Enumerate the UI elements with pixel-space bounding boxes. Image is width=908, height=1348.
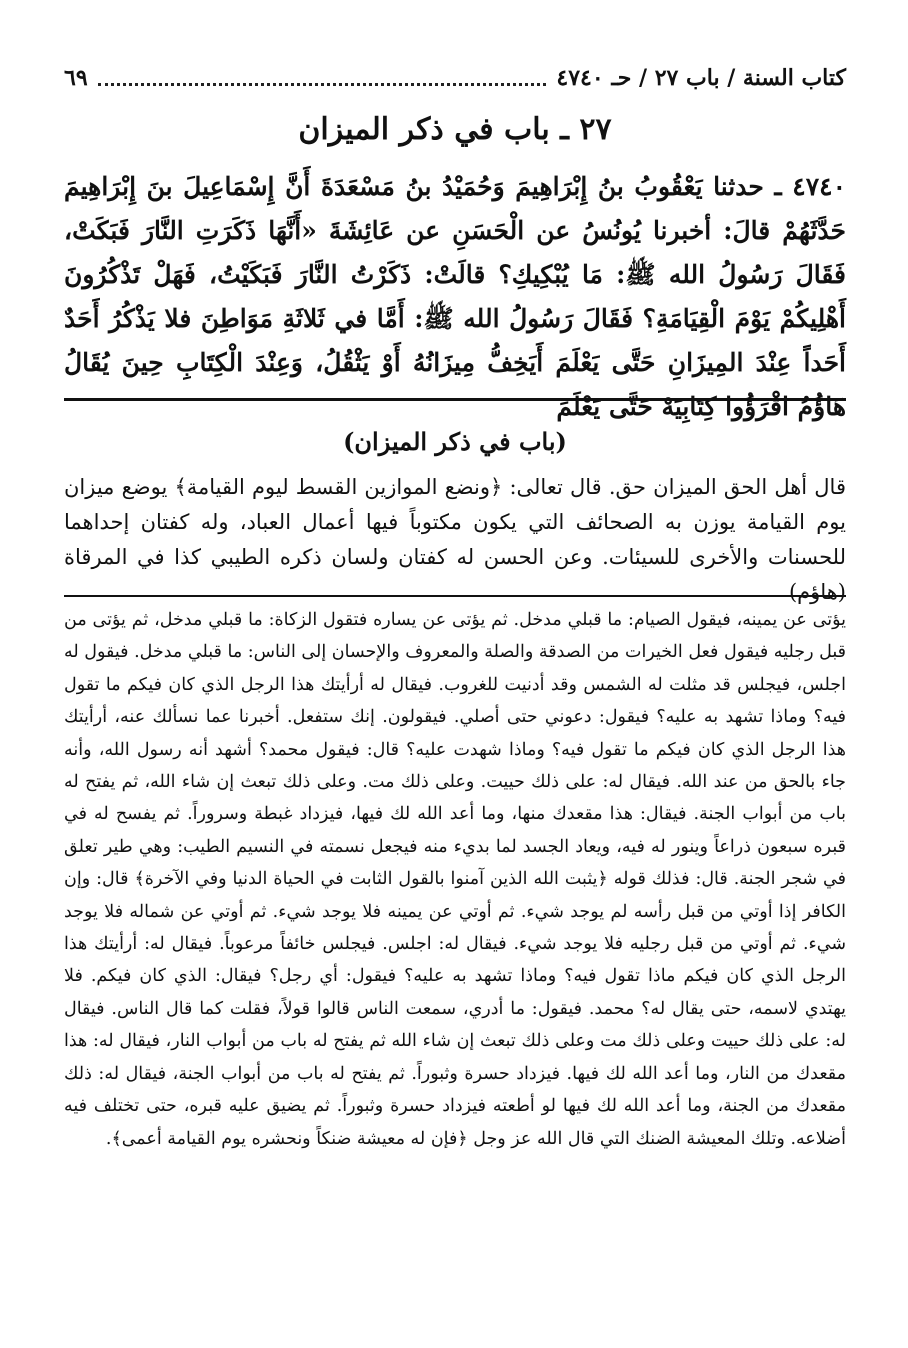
running-title: كتاب السنة / باب ٢٧ / حـ ٤٧٤٠ — [556, 65, 846, 91]
page-number: ٦٩ — [64, 65, 88, 91]
running-header — [64, 58, 846, 98]
dot-leader — [98, 83, 547, 86]
commentary-heading: (باب في ذكر الميزان) — [343, 427, 567, 456]
chapter-heading: ٢٧ ـ باب في ذكر الميزان — [298, 112, 612, 147]
footnote-divider — [64, 595, 846, 597]
commentary-text: قال أهل الحق الميزان حق. قال تعالى: ﴿ونضع الموازين القسط ليوم القيامة﴾ يوضع ميزان يوم القيامة يوزن به الصحائف التي يكون مكتوباً فيها أعمال العباد، وله كفتان إحداهما للحسنات والأخرى للسيئات. وعن الحسن له كفتان ولسان ذكره الطيبي كذا في المرقاة (هاؤم) — [64, 475, 846, 604]
footnote-text: يؤتى عن يمينه، فيقول الصيام: ما قبلي مدخل. ثم يؤتى عن يساره فتقول الزكاة: ما قبلي مدخل، ثم يؤتى من قبل رجليه فيقول فعل الخيرات من الصدقة والصلة والمعروف والإحسان إلى الناس: ما قبلي مدخل. فيقول له اجلس، فيجلس قد مثلت له الشمس وقد أدنيت للغروب. فيقال له أرأيتك هذا الرجل الذي كان فيكم ما تقول فيه؟ وماذا تشهد به عليه؟ فيقول: دعوني حتى أصلي. فيقولون. إنك ستفعل. أخبرنا عما نسألك عنه، أرأيتك هذا الرجل الذي كان فيكم ما تقول فيه؟ وماذا شهدت عليه؟ قال: فيقول محمد؟ أشهد أنه رسول الله، وأنه جاء بالحق من عند الله. فيقال له: على ذلك حييت. وعلى ذلك مت. وعلى ذلك تبعث إن شاء الله، ثم يفتح له باب من أبواب الجنة. فيقال: هذا مقعدك منها، وما أعد الله لك فيها، فيزداد غبطة وسروراً. ثم يفسح له في قبره سبعون ذراعاً وينور له فيه، ويعاد الجسد لما بديء منه فيجعل نسمته في النسيم الطيب: وهي طير تعلق في شجر الجنة. قال: فذلك قوله ﴿يثبت الله الذين آمنوا بالقول الثابت في الحياة الدنيا وفي الآخرة﴾ قال: وإن الكافر إذا أوتي من قبل رأسه لم يوجد شيء. ثم أوتي عن يمينه فلا يوجد شيء. ثم أوتي عن شماله فلا يوجد شيء. ثم أوتي من قبل رجليه فلا يوجد شيء. فيقال له: اجلس. فيجلس خائفاً مرعوباً. فيقال له: أرأيتك هذا الرجل الذي كان فيكم ماذا تقول فيه؟ وماذا تشهد به عليه؟ فيقول: أي رجل؟ فيقال: الذي كان فيكم. فلا يهتدي لاسمه، حتى يقال له؟ محمد. فيقول: ما أدري، سمعت الناس قالوا قولاً، فقلت كما قال الناس. فيقال له: على ذلك حييت وعلى ذلك مت وعلى ذلك تبعث إن شاء الله ثم يفتح له باب من أبواب النار، فيقال له: هذا مقعدك من النار، وما أعد الله لك فيها. فيزداد حسرة وثبوراً. ثم يفتح له باب من أبواب الجنة، فيقال له: ذلك مقعدك من الجنة، وما أعد الله لك فيها لو أطعته فيزداد حسرة وثبوراً. ثم يضيق عليه قبره، حتى تختلف فيه أضلاعه. وتلك المعيشة الضنك التي قال الله عز وجل ﴿فإن له معيشة ضنكاً ونحشره يوم القيامة أعمى﴾. — [64, 610, 846, 1149]
section-divider — [64, 398, 846, 401]
hadith-text: ٤٧٤٠ ـ حدثنا يَعْقُوبُ بنُ إِبْرَاهِيمَ وَحُمَيْدُ بنُ مَسْعَدَةَ أَنَّ إِسْمَاعِيلَ بنَ إِبْرَاهِيمَ حَدَّثَهُمْ قالَ: أخبرنا يُونُسُ عن الْحَسَنِ عن عَائِشَةَ «أَنَّهَا ذَكَرَتِ النَّارَ فَبَكَتْ، فَقَالَ رَسُولُ الله ﷺ: مَا يُبْكِيكِ؟ قالَتْ: ذَكَرْتُ النَّارَ فَبَكَيْتُ، فَهَلْ تَذْكُرُونَ أَهْلِيكُمْ يَوْمَ الْقِيَامَةِ؟ فَقَالَ رَسُولُ الله ﷺ: أَمَّا في ثَلاثَةِ مَوَاطِنَ فلا يَذْكُرُ أَحَدٌ أَحَداً عِنْدَ المِيزَانِ حَتَّى يَعْلَمَ أَيَخِفُّ مِيزَانُهُ أَوْ يَثْقُلُ، وَعِنْدَ الْكِتَابِ حِينَ يُقَالُ هَاؤُمُ اقْرَؤُوا كِتَابِيَهْ حَتَّى يَعْلَمَ — [64, 172, 846, 421]
